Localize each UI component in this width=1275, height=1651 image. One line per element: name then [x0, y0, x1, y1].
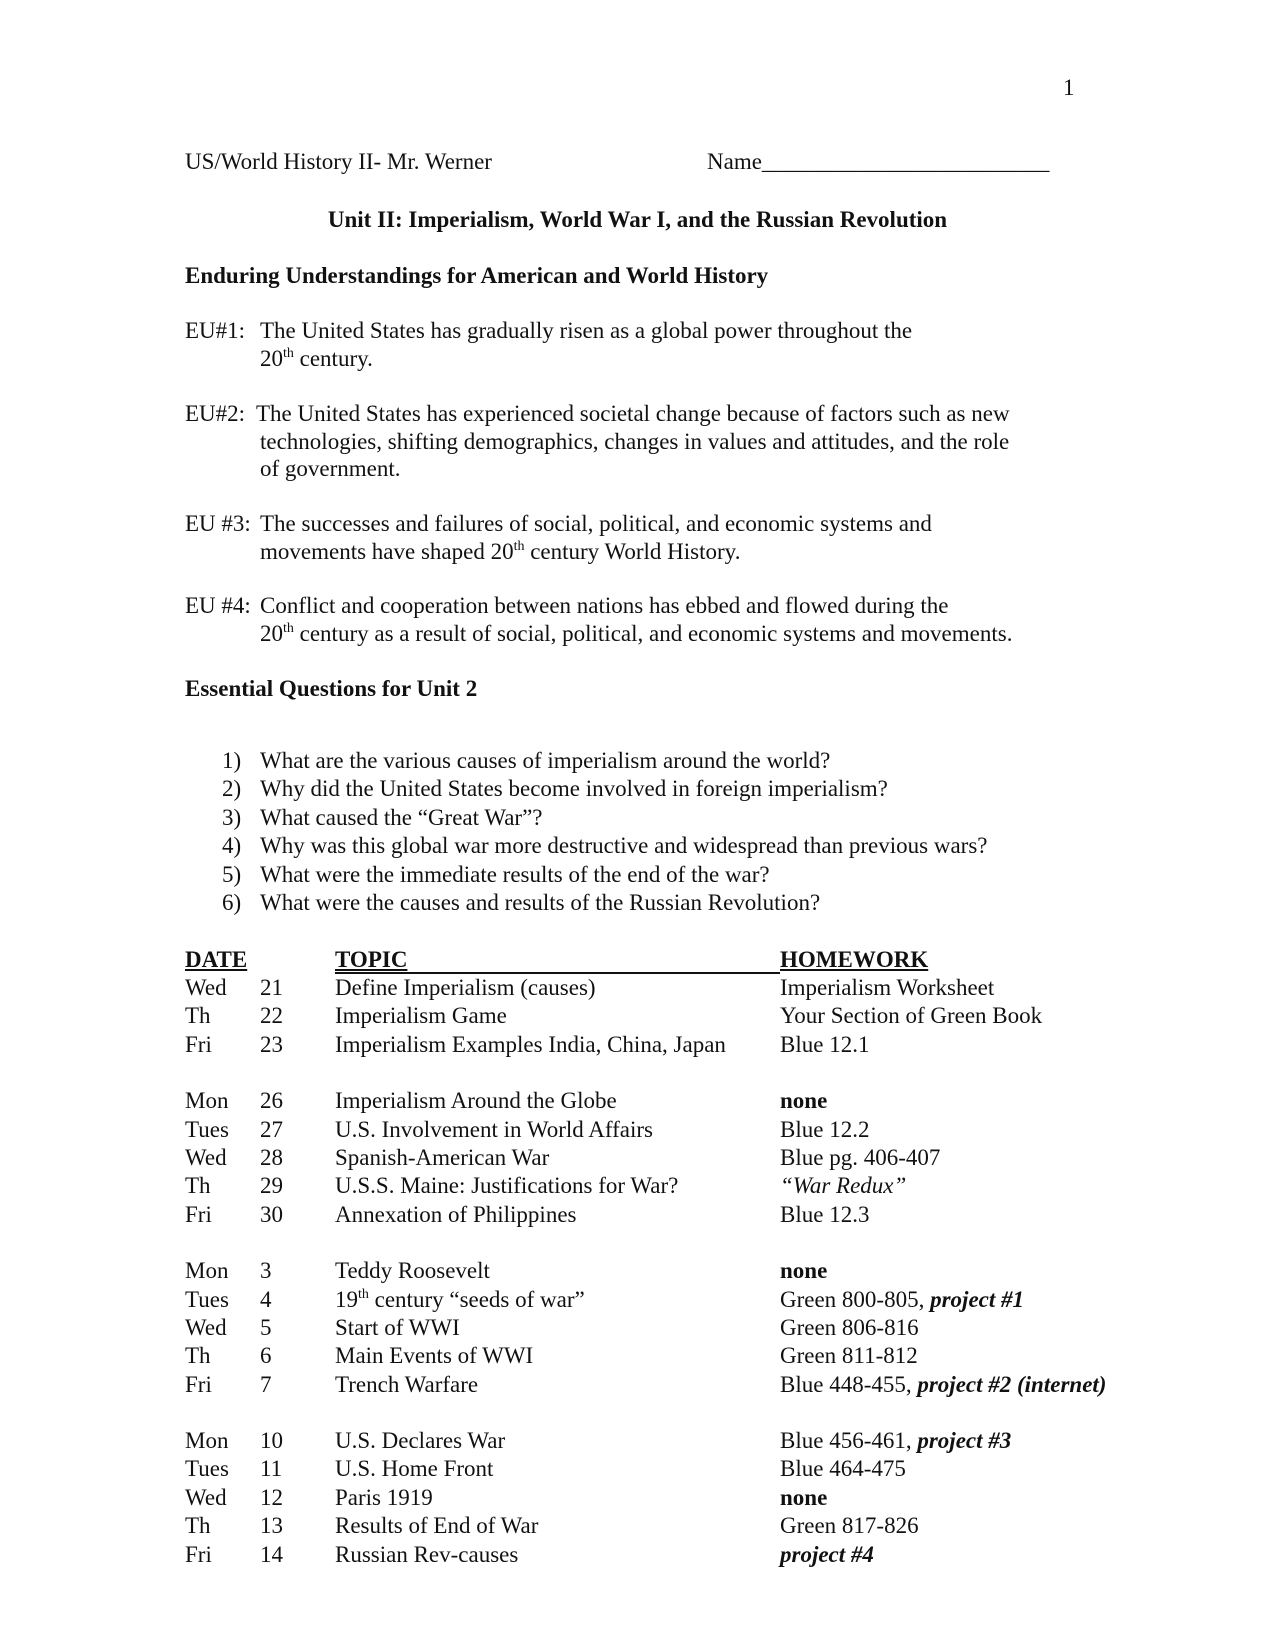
eu-text-line: 20th century. [260, 346, 373, 371]
enduring-understandings-heading: Enduring Understandings for American and World History [185, 263, 769, 288]
date-cell: 7 [260, 1371, 272, 1397]
day-cell: Wed [185, 1314, 227, 1340]
date-cell: 21 [260, 975, 283, 1000]
homework-cell [780, 1512, 919, 1540]
day-cell: Mon [185, 1088, 229, 1114]
topic-cell: U.S.S. Maine: Justifications for War? [335, 1173, 679, 1199]
table-row [185, 1342, 1130, 1370]
homework-text: Green 811-812 [780, 1343, 918, 1369]
table-row [185, 1286, 1130, 1314]
eu-text-line: technologies, shifting demographics, changes in values and attitudes, and the role [260, 429, 1010, 454]
list-item [222, 775, 987, 803]
topic-cell: Trench Warfare [335, 1371, 479, 1397]
eu-text-line: The United States has experienced societal change because of factors such as new [256, 401, 1010, 426]
date-cell: 27 [260, 1116, 283, 1142]
topic-cell: Annexation of Philippines [335, 1201, 577, 1227]
day-cell: Wed [185, 975, 227, 1000]
week-spacer [185, 1059, 1130, 1087]
date-cell: 10 [260, 1428, 283, 1454]
unit-title: Unit II: Imperialism, World War I, and the Russian Revolution [327, 207, 948, 232]
table-row [185, 1427, 1130, 1455]
homework-text: Your Section of Green Book [780, 1003, 1043, 1029]
question-text: What were the immediate results of the end of the war? [260, 861, 770, 887]
homework-cell [780, 1172, 906, 1200]
homework-text: Blue 12.1 [780, 1031, 870, 1057]
eu-text-line: Conflict and cooperation between nations has ebbed and flowed during the [260, 593, 949, 618]
eu-label: EU#2: [185, 401, 246, 426]
date-cell: 23 [260, 1031, 283, 1057]
homework-cell [780, 974, 994, 1002]
eu-text-line: of government. [260, 456, 401, 481]
homework-text: Blue pg. 406-407 [780, 1144, 941, 1170]
day-cell: Th [185, 1173, 211, 1199]
schedule-body [185, 974, 1130, 1569]
page-number: 1 [1063, 75, 1075, 100]
homework-cell [780, 1455, 906, 1483]
date-cell: 12 [260, 1484, 283, 1510]
question-text: What caused the “Great War”? [260, 804, 543, 830]
list-item [222, 804, 987, 832]
question-number: 2) [222, 776, 242, 802]
homework-cell [780, 1116, 869, 1144]
question-number: 4) [222, 833, 242, 859]
homework-text: none [780, 1088, 828, 1114]
homework-text: Blue 456-461, [780, 1428, 918, 1454]
topic-cell: Imperialism Game [335, 1003, 507, 1029]
date-cell: 3 [260, 1258, 272, 1284]
week-spacer [185, 1399, 1130, 1427]
question-text: Why did the United States become involved in foreign imperialism? [260, 776, 888, 802]
eu-label: EU #3: [185, 511, 251, 536]
homework-cell [780, 1087, 827, 1115]
topic-cell: Define Imperialism (causes) [335, 975, 596, 1000]
topic-cell: U.S. Declares War [335, 1428, 506, 1454]
table-row [185, 1257, 1130, 1285]
homework-cell [780, 1342, 918, 1370]
table-row [185, 1031, 1130, 1059]
homework-text: Green 817-826 [780, 1513, 919, 1539]
day-cell: Fri [185, 1541, 212, 1567]
table-row [185, 1371, 1130, 1399]
table-row [185, 1484, 1130, 1512]
date-cell: 4 [260, 1286, 272, 1312]
day-cell: Fri [185, 1031, 212, 1057]
homework-text: “War Redux” [780, 1173, 907, 1199]
homework-text: Green 806-816 [780, 1314, 919, 1340]
homework-cell [780, 1257, 827, 1285]
table-row [185, 1455, 1130, 1483]
day-cell: Tues [185, 1456, 229, 1482]
topic-cell: U.S. Involvement in World Affairs [335, 1116, 653, 1142]
homework-text: Blue 464-475 [780, 1456, 906, 1482]
topic-column-header: TOPIC [335, 947, 408, 972]
table-row [185, 1002, 1130, 1030]
date-cell: 26 [260, 1088, 283, 1114]
date-column-header: DATE [185, 947, 248, 972]
day-cell: Wed [185, 1144, 227, 1170]
homework-text: Blue 12.3 [780, 1201, 870, 1227]
homework-text: project #1 [930, 1286, 1025, 1312]
topic-cell: Results of End of War [335, 1513, 539, 1539]
homework-cell [780, 1144, 940, 1172]
homework-text: Imperialism Worksheet [780, 975, 995, 1000]
homework-cell [780, 1002, 1042, 1030]
table-row [185, 1512, 1130, 1540]
list-item [222, 832, 987, 860]
topic-cell: Russian Rev-causes [335, 1541, 519, 1567]
topic-cell: U.S. Home Front [335, 1456, 494, 1482]
day-cell: Th [185, 1003, 211, 1029]
eu-label: EU#1: [185, 318, 246, 343]
date-cell: 5 [260, 1314, 272, 1340]
homework-cell [780, 1201, 869, 1229]
essential-questions-heading: Essential Questions for Unit 2 [185, 676, 478, 701]
eu-label: EU #4: [185, 593, 251, 618]
date-cell: 28 [260, 1144, 283, 1170]
day-cell: Fri [185, 1371, 212, 1397]
eu-text-line: 20th century as a result of social, political, and economic systems and movements. [260, 621, 1013, 646]
table-row [185, 974, 1130, 1002]
list-item [222, 747, 987, 775]
question-text: What were the causes and results of the Russian Revolution? [260, 889, 821, 915]
course-title: US/World History II- Mr. Werner [185, 149, 492, 174]
table-row [185, 1116, 1130, 1144]
homework-text: project #4 [780, 1541, 874, 1567]
topic-cell: 19th century “seeds of war” [335, 1286, 585, 1312]
homework-column-header: HOMEWORK [780, 947, 929, 972]
day-cell: Tues [185, 1116, 229, 1142]
name-field-label: Name_________________________ [707, 149, 1050, 174]
homework-cell [780, 1314, 919, 1342]
homework-cell [780, 1427, 1011, 1455]
topic-cell: Spanish-American War [335, 1144, 550, 1170]
schedule-header-row [185, 946, 1130, 974]
table-row [185, 1541, 1130, 1569]
schedule-table [185, 946, 1130, 1569]
homework-cell [780, 1286, 1024, 1314]
homework-text: Blue 12.2 [780, 1116, 870, 1142]
list-item [222, 861, 987, 889]
eu-text-line: movements have shaped 20th century World History. [260, 539, 741, 564]
list-item [222, 889, 987, 917]
question-number: 6) [222, 889, 242, 915]
topic-cell: Start of WWI [335, 1314, 460, 1340]
date-cell: 6 [260, 1343, 272, 1369]
question-number: 3) [222, 804, 242, 830]
table-row [185, 1087, 1130, 1115]
table-row [185, 1144, 1130, 1172]
table-row [185, 1201, 1130, 1229]
homework-cell [780, 1031, 869, 1059]
date-cell: 14 [260, 1541, 283, 1567]
homework-cell [780, 1541, 874, 1569]
question-number: 1) [222, 748, 242, 773]
topic-cell: Teddy Roosevelt [335, 1258, 490, 1284]
date-cell: 22 [260, 1003, 283, 1029]
question-text: Why was this global war more destructive and widespread than previous wars? [260, 833, 988, 859]
table-row [185, 1314, 1130, 1342]
homework-text: project #2 (internet) [917, 1371, 1107, 1397]
day-cell: Th [185, 1343, 211, 1369]
question-text: What are the various causes of imperialism around the world? [260, 748, 831, 773]
homework-text: none [780, 1258, 828, 1284]
date-cell: 13 [260, 1513, 283, 1539]
topic-cell: Main Events of WWI [335, 1343, 534, 1369]
essential-questions-list [222, 747, 987, 917]
question-number: 5) [222, 861, 242, 887]
table-row [185, 1172, 1130, 1200]
topic-cell: Paris 1919 [335, 1484, 433, 1510]
topic-cell: Imperialism Around the Globe [335, 1088, 617, 1114]
date-cell: 29 [260, 1173, 283, 1199]
homework-cell [780, 1484, 827, 1512]
eu-text-line: The United States has gradually risen as a global power throughout the [260, 318, 913, 343]
day-cell: Mon [185, 1258, 229, 1284]
homework-cell [780, 1371, 1106, 1399]
day-cell: Mon [185, 1428, 229, 1454]
date-cell: 30 [260, 1201, 283, 1227]
homework-text: project #3 [917, 1428, 1012, 1454]
eu-text-line: The successes and failures of social, political, and economic systems and [260, 511, 932, 536]
day-cell: Th [185, 1513, 211, 1539]
week-spacer [185, 1229, 1130, 1257]
day-cell: Fri [185, 1201, 212, 1227]
day-cell: Wed [185, 1484, 227, 1510]
day-cell: Tues [185, 1286, 229, 1312]
homework-text: Blue 448-455, [780, 1371, 918, 1397]
homework-text: Green 800-805, [780, 1286, 931, 1312]
topic-cell: Imperialism Examples India, China, Japan [335, 1031, 726, 1057]
date-cell: 11 [260, 1456, 283, 1482]
homework-text: none [780, 1484, 828, 1510]
